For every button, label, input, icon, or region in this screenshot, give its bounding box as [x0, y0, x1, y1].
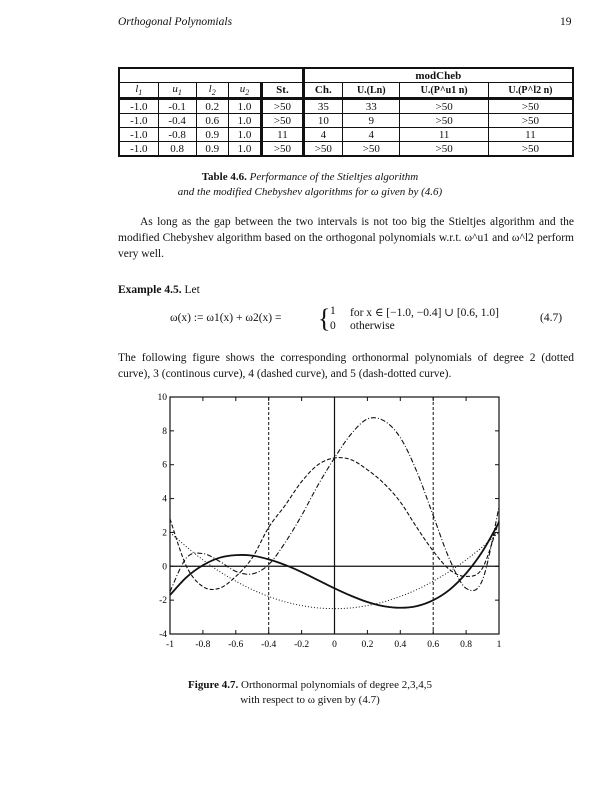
table-cell: 11 [262, 128, 303, 142]
equation-number: (4.7) [540, 312, 563, 324]
equation-case2-value: 0 [330, 320, 336, 332]
x-tick-label: 0 [332, 640, 337, 650]
y-tick-label: 4 [162, 494, 167, 505]
table-cell: -1.0 [119, 142, 158, 157]
table-cell: 4 [303, 128, 343, 142]
table-cell: -0.1 [158, 99, 196, 114]
col-u-pu1: U.(P^u1 n) [400, 83, 488, 99]
col-u-ln: U.(Ln) [343, 83, 400, 99]
col-l2: $l_2$ [196, 83, 228, 99]
table-cell: >50 [488, 99, 573, 114]
table-cell: 4 [343, 128, 400, 142]
table-cell: 9 [343, 114, 400, 128]
table-cell: >50 [262, 99, 303, 114]
x-tick-label: -0.8 [195, 640, 211, 650]
table-cell: -1.0 [119, 99, 158, 114]
x-tick-label: 1 [496, 640, 502, 650]
table-cell: -0.4 [158, 114, 196, 128]
y-tick-label: -2 [159, 596, 167, 607]
table-cell: 33 [343, 99, 400, 114]
table-cell: 0.2 [196, 99, 228, 114]
col-u1: $u_1$ [158, 83, 196, 99]
paragraph-2: The following figure shows the corresponding orthonormal polynomials of degree 2 (dotted curve), 3 (continous curve), 4 (dashed curve), and 5 (dash-dotted curve). [118, 352, 574, 380]
equation-case1-condition: for x ∈ [−1.0, −0.4] ∪ [0.6, 1.0] [350, 307, 499, 319]
y-tick-label: 2 [162, 528, 167, 539]
table-caption-line1: Performance of the Stieltjes algorithm [249, 171, 419, 183]
table-cell: >50 [488, 142, 573, 157]
table-cell: 35 [303, 99, 343, 114]
equation-lhs: ω(x) := ω1(x) + ω2(x) = [170, 312, 282, 324]
table-caption-label: Table 4.6. [201, 171, 247, 183]
table-cell: >50 [400, 142, 488, 157]
x-tick-label: 0.6 [427, 640, 440, 650]
figure-caption-line2: with respect to ω given by (4.7) [240, 694, 380, 706]
x-tick-label: 0.8 [460, 640, 473, 650]
figure-caption [100, 678, 520, 708]
table-cell: 11 [400, 128, 488, 142]
x-tick-label: -1 [166, 640, 174, 650]
table-cell: -1.0 [119, 114, 158, 128]
table-cell: >50 [343, 142, 400, 157]
x-tick-label: -0.4 [261, 640, 277, 650]
page-number: 19 [560, 16, 572, 28]
col-st: St. [262, 83, 303, 99]
equation-case1-value: 1 [330, 305, 336, 317]
running-title: Orthogonal Polynomials [118, 16, 233, 28]
col-l1: $l_1$ [119, 83, 158, 99]
table-cell: -0.8 [158, 128, 196, 142]
table-cell: 10 [303, 114, 343, 128]
table-cell: >50 [488, 114, 573, 128]
table-cell: 0.6 [196, 114, 228, 128]
table-caption-line2: and the modified Chebyshev algorithms for ω given by (4.6) [177, 186, 443, 198]
paragraph-1: As long as the gap between the two intervals is not too big the Stieltjes algorithm and the modified Chebyshev algorithm based on the orthogonal polynomials w.r.t. ω^u1 and ω^l2 perform very well. [118, 216, 574, 260]
table-cell: >50 [262, 142, 303, 157]
equation-case2-condition: otherwise [350, 320, 395, 332]
figure-caption-line1: Orthonormal polynomials of degree 2,3,4,5 [241, 679, 432, 691]
x-tick-label: 0.4 [394, 640, 407, 650]
example-text: Let [184, 284, 200, 296]
equation-brace: { [318, 304, 331, 333]
col-u2: $u_2$ [228, 83, 262, 99]
col-u-pl2: U.(P^l2 n) [488, 83, 573, 99]
table-cell: 11 [488, 128, 573, 142]
table-cell: >50 [400, 114, 488, 128]
table-cell: 1.0 [228, 99, 262, 114]
x-tick-label: -0.6 [228, 640, 244, 650]
x-tick-label: -0.2 [294, 640, 310, 650]
table-cell: 0.9 [196, 142, 228, 157]
table-cell: 0.8 [158, 142, 196, 157]
table-cell: 1.0 [228, 114, 262, 128]
table-cell: >50 [400, 99, 488, 114]
example-label: Example 4.5. [118, 284, 182, 296]
y-tick-label: 8 [162, 426, 167, 437]
table-cell: >50 [303, 142, 343, 157]
table-cell: 1.0 [228, 128, 262, 142]
table-cell: 0.9 [196, 128, 228, 142]
y-tick-label: 6 [162, 460, 167, 471]
y-tick-label: 0 [162, 562, 167, 573]
table-cell: -1.0 [119, 128, 158, 142]
table-cell: 1.0 [228, 142, 262, 157]
x-tick-label: 0.2 [361, 640, 374, 650]
table-group-header: modCheb [303, 68, 573, 83]
col-ch: Ch. [303, 83, 343, 99]
y-tick-label: -4 [159, 630, 167, 640]
figure-caption-label: Figure 4.7. [188, 679, 239, 691]
table-cell: >50 [262, 114, 303, 128]
y-tick-label: 10 [157, 393, 167, 403]
